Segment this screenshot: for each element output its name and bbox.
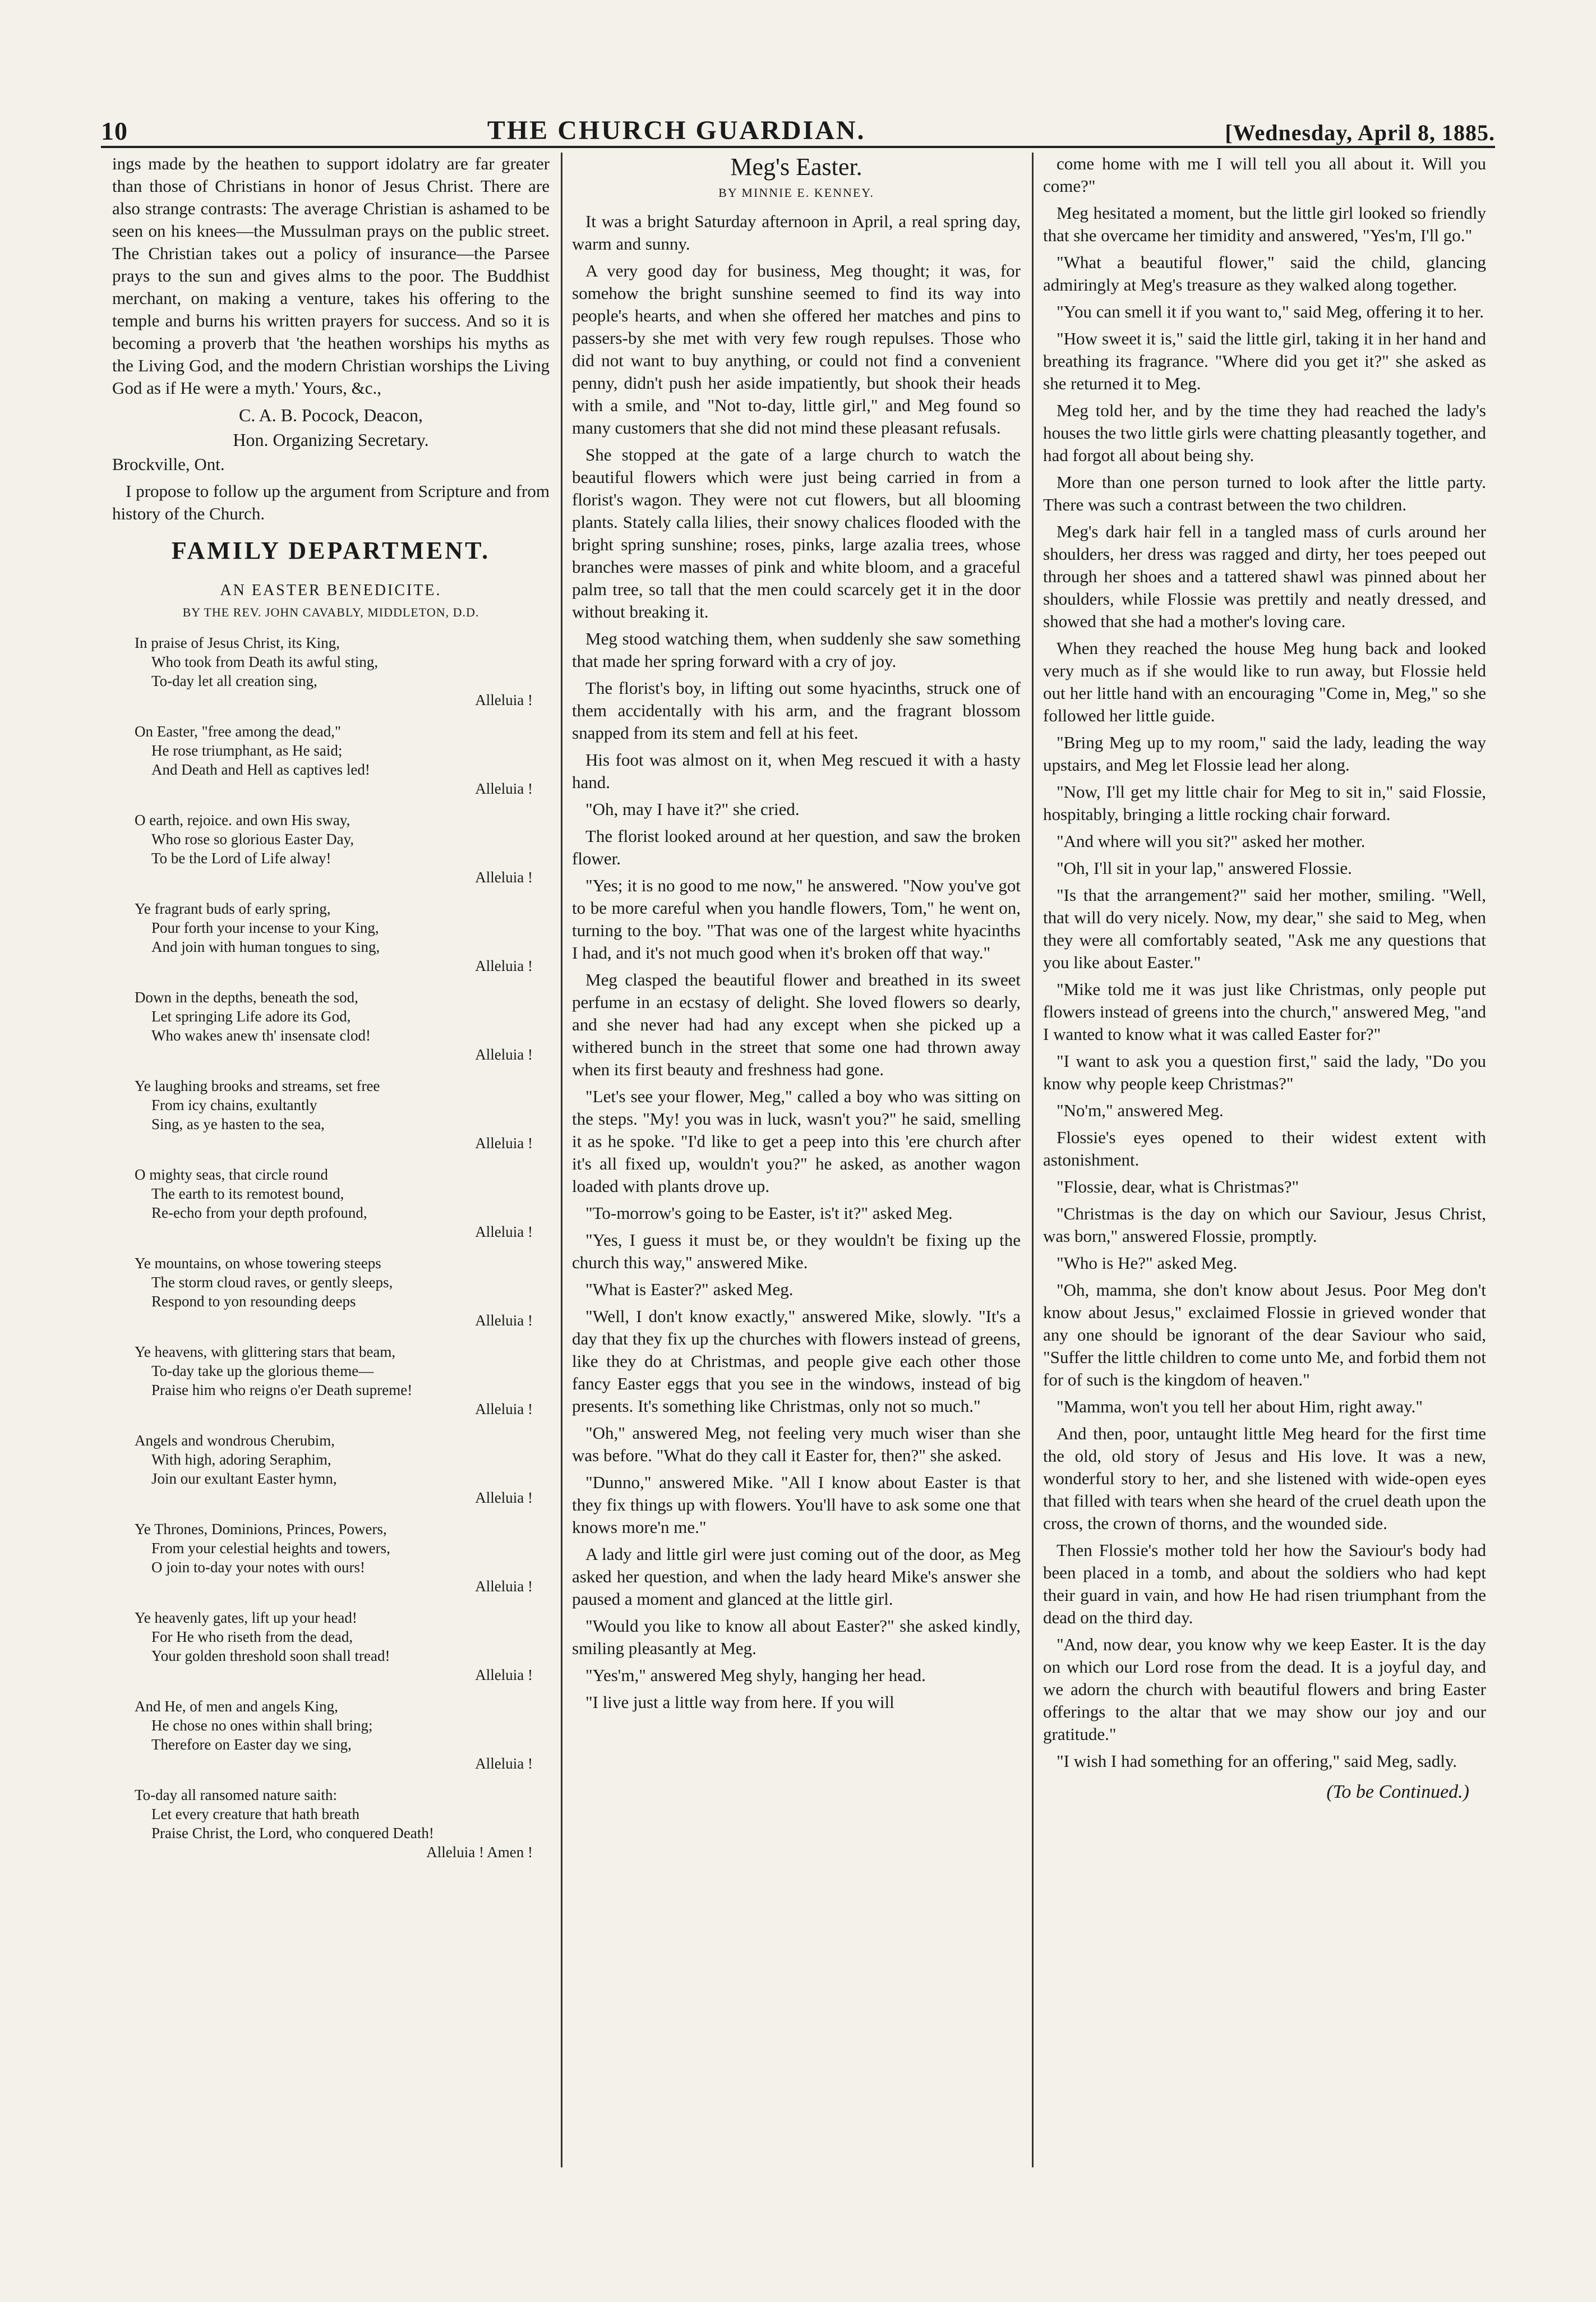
poem-line: Angels and wondrous Cherubim, <box>135 1432 335 1449</box>
poem <box>112 633 550 1862</box>
story-paragraph: Then Flossie's mother told her how the Saviour's body had been placed in a tomb, and about the soldiers who had kept their guard in vain, and how He had risen triumphant from the dead on the third day. <box>1043 1540 1486 1627</box>
department-heading: FAMILY DEPARTMENT. <box>171 537 491 564</box>
poem-line: Ye heavens, with glittering stars that beam, <box>135 1343 396 1360</box>
story-paragraph: A very good day for business, Meg thought; it was, for somehow the bright sunshine seemed to find its way into people's hearts, and when she offered her matches and pins to passers-by she met with very few rough repulses. Those who did not want to buy anything, or could not find a convenient penny, didn't push her aside impatiently, but shook their heads with a smile, and "Not to-day, little girl," and Meg found so many customers that she did not mind these pleasant refusals. <box>572 261 1021 438</box>
poem-stanza <box>112 899 550 975</box>
story-paragraph: More than one person turned to look after the little party. There was such a contrast between the two children. <box>1043 472 1486 514</box>
poem-line: To be the Lord of Life alway! <box>151 850 331 867</box>
poem-line: O earth, rejoice. and own His sway, <box>135 812 350 828</box>
column-rule <box>1032 153 1034 2167</box>
signature-name: C. A. B. Pocock, Deacon, <box>239 405 423 425</box>
story-paragraph: "I live just a little way from here. If you will <box>585 1692 894 1712</box>
poem-line: Ye heavenly gates, lift up your head! <box>135 1609 357 1626</box>
story-paragraph: "You can smell it if you want to," said Meg, offering it to her. <box>1057 302 1484 321</box>
story-paragraph: "Yes, I guess it must be, or they wouldn't be fixing up the church this way," answered Mike. <box>572 1230 1021 1272</box>
poem-stanza <box>112 1520 550 1596</box>
story-paragraph: "And where will you sit?" asked her mother. <box>1057 831 1366 851</box>
poem-line: Who took from Death its awful sting, <box>151 653 379 670</box>
poem-line: The storm cloud raves, or gently sleeps, <box>151 1274 393 1291</box>
poem-refrain: Alleluia ! Amen ! <box>426 1844 533 1861</box>
poem-stanza <box>112 1431 550 1507</box>
story-paragraph: "How sweet it is," said the little girl, taking it in her hand and breathing its fragrance. "Where did you get it?" she asked as she returned it to Meg. <box>1043 329 1486 393</box>
poem-line: In praise of Jesus Christ, its King, <box>135 634 340 651</box>
poem-stanza <box>112 1342 550 1419</box>
story-paragraph: "Oh, may I have it?" she cried. <box>585 799 800 819</box>
poem-stanza <box>112 988 550 1064</box>
poem-line: Ye mountains, on whose towering steeps <box>135 1255 381 1272</box>
story-paragraph: "Is that the arrangement?" said her mother, smiling. "Well, that will do very nicely. Now, my dear," she said to Meg, when they were all comfortably seated, "Ask me any questions that you like about Easter." <box>1043 885 1486 972</box>
story-paragraph: Meg stood watching them, when suddenly she saw something that made her spring forward with a cry of joy. <box>572 629 1021 671</box>
story-paragraph: Meg told her, and by the time they had reached the lady's houses the two little girls were chatting pleasantly together, and had forgot all about being shy. <box>1043 400 1486 465</box>
poem-refrain: Alleluia ! <box>475 692 533 708</box>
story-paragraph: "Who is He?" asked Meg. <box>1057 1253 1238 1273</box>
story-paragraph: She stopped at the gate of a large church to watch the beautiful flowers which were just being carried in from a florist's wagon. They were not cut flowers, but all blooming plants. Stately calla lilies, their snowy chalices flooded with the bright spring sunshine; roses, pinks, large azalia trees, whose branches were masses of pink and white bloom, and a graceful palm tree, so tall that the men could scarcely get it in the door without breaking it. <box>572 445 1021 621</box>
story-byline: BY MINNIE E. KENNEY. <box>718 186 874 200</box>
story-paragraph: "Yes; it is no good to me now," he answered. "Now you've got to be more careful when you handle flowers, Tom," he went on, turning to the boy. "That was one of the largest white hyacinths I had, and it's not much good when it's broken off that way." <box>572 876 1021 963</box>
poem-line: The earth to its remotest bound, <box>151 1185 344 1202</box>
poem-line: From icy chains, exultantly <box>151 1097 317 1113</box>
poem-refrain: Alleluia ! <box>475 1666 533 1683</box>
poem-line: For He who riseth from the dead, <box>151 1628 353 1645</box>
signature-title: Hon. Organizing Secretary. <box>233 430 429 450</box>
poem-refrain: Alleluia ! <box>475 1046 533 1063</box>
poem-stanza <box>112 1165 550 1241</box>
story-paragraph: "Oh, mamma, she don't know about Jesus. Poor Meg don't know about Jesus," exclaimed Flossie in grieved wonder that any one should be ignorant of the dear Saviour who said, "Suffer the little children to come unto Me, and forbid them not for of such is the kingdom of heaven." <box>1043 1280 1486 1389</box>
to-be-continued: (To be Continued.) <box>1326 1781 1469 1802</box>
poem-line: To-day take up the glorious theme— <box>151 1362 374 1379</box>
story-paragraph: "Christmas is the day on which our Saviour, Jesus Christ, was born," answered Flossie, promptly. <box>1043 1204 1486 1246</box>
story-body <box>572 210 1021 1714</box>
poem-line: Re-echo from your depth profound, <box>151 1204 367 1221</box>
story-paragraph: "What a beautiful flower," said the child, glancing admiringly at Meg's treasure as they walked along together. <box>1043 252 1486 294</box>
poem-refrain: Alleluia ! <box>475 1223 533 1240</box>
poem-stanza <box>112 722 550 798</box>
story-paragraph: Flossie's eyes opened to their widest extent with astonishment. <box>1043 1127 1486 1170</box>
story-title: Meg's Easter. <box>730 153 862 181</box>
page-number: 10 <box>101 117 128 145</box>
poem-title: AN EASTER BENEDICITE. <box>220 582 442 599</box>
column-right <box>1043 153 1486 2167</box>
poem-line: Let every creature that hath breath <box>151 1806 360 1822</box>
column-middle <box>572 153 1021 2167</box>
poem-line: Join our exultant Easter hymn, <box>151 1470 337 1487</box>
poem-line: Ye laughing brooks and streams, set free <box>135 1078 380 1094</box>
poem-stanza <box>112 1076 550 1153</box>
story-paragraph: And then, poor, untaught little Meg heard for the first time the old, old story of Jesus and His love. It was a new, wonderful story to her, and she listened with wide-open eyes that filled with tears when she heard of the cruel death upon the cross, the crown of thorns, and the wounded side. <box>1043 1424 1486 1533</box>
story-paragraph: "Would you like to know all about Easter?" she asked kindly, smiling pleasantly at Meg. <box>572 1616 1021 1658</box>
poem-line: Ye fragrant buds of early spring, <box>135 900 331 917</box>
story-paragraph: "No'm," answered Meg. <box>1057 1101 1224 1120</box>
poem-refrain: Alleluia ! <box>475 1578 533 1595</box>
story-paragraph: The florist's boy, in lifting out some hyacinths, struck one of them accidentally with his arm, and the fragrant blossom snapped from its stem and fell at his feet. <box>572 678 1021 743</box>
poem-line: To-day all ransomed nature saith: <box>135 1787 337 1803</box>
story-paragraph: "I want to ask you a question first," said the lady, "Do you know why people keep Christmas?" <box>1043 1051 1486 1093</box>
story-paragraph: The florist looked around at her question, and saw the broken flower. <box>572 826 1021 868</box>
poem-line: O mighty seas, that circle round <box>135 1166 328 1183</box>
story-body-continued <box>1043 153 1486 1772</box>
poem-line: On Easter, "free among the dead," <box>135 723 342 740</box>
signature-place: Brockville, Ont. <box>112 454 225 474</box>
story-paragraph: "Mike told me it was just like Christmas, only people put flowers instead of greens into the church," answered Meg, "and I wanted to know what it was called Easter for?" <box>1043 979 1486 1044</box>
story-paragraph: A lady and little girl were just coming out of the door, as Meg asked her question, and when the lady heard Mike's answer she paused a moment and glanced at the little girl. <box>572 1544 1021 1609</box>
poem-line: Therefore on Easter day we sing, <box>151 1736 352 1753</box>
poem-refrain: Alleluia ! <box>475 1401 533 1417</box>
story-paragraph: Meg's dark hair fell in a tangled mass of curls around her shoulders, her dress was ragged and dirty, her toes peeped out through her shoes and a tattered shawl was pinned about her shoulders, while Flossie was prettily and neatly dressed, and showed that she had a mother's loving care. <box>1043 522 1486 631</box>
issue-date: [Wednesday, April 8, 1885. <box>1225 120 1495 145</box>
poem-line: Let springing Life adore its God, <box>151 1008 351 1025</box>
story-paragraph: "Let's see your flower, Meg," called a boy who was sitting on the steps. "My! you was in luck, wasn't you?" he said, smelling it as he spoke. "I'd like to get a peep into this 'ere church after it's all fixed up, wouldn't you?" he asked, as another wagon loaded with plants drove up. <box>572 1086 1021 1196</box>
poem-line: Praise Christ, the Lord, who conquered Death! <box>151 1825 434 1841</box>
letter-paragraph: ings made by the heathen to support idolatry are far greater than those of Christians in honor of Jesus Christ. There are also strange contrasts: The average Christian is ashamed to be seen on his knees—the Mussulman prays on the public street. The Christian takes out a policy of insurance—the Parsee prays to the sun and gives alms to the poor. The Buddhist merchant, on making a venture, takes his offering to the temple and burns his written prayers for success. And so it is becoming a proverb that 'the heathen worships his myths as the Living God, and the modern Christian worships the Living God as if He were a myth.' Yours, &c., <box>112 154 550 398</box>
poem-stanza <box>112 1608 550 1684</box>
poem-line: Sing, as ye hasten to the sea, <box>151 1116 325 1132</box>
story-paragraph: "And, now dear, you know why we keep Easter. It is the day on which our Lord rose from the dead. It is a joyful day, and we adorn the church with beautiful flowers and bring Easter offerings to the altar that we may show our joy and our gratitude." <box>1043 1635 1486 1744</box>
story-paragraph: It was a bright Saturday afternoon in April, a real spring day, warm and sunny. <box>572 211 1021 254</box>
poem-refrain: Alleluia ! <box>475 957 533 974</box>
poem-line: From your celestial heights and towers, <box>151 1540 390 1557</box>
poem-line: He chose no ones within shall bring; <box>151 1717 373 1734</box>
story-paragraph: "To-morrow's going to be Easter, is't it?" asked Meg. <box>585 1203 953 1223</box>
story-paragraph: "Mamma, won't you tell her about Him, right away." <box>1057 1397 1423 1416</box>
poem-line: Down in the depths, beneath the sod, <box>135 989 358 1006</box>
story-paragraph: "Oh, I'll sit in your lap," answered Flossie. <box>1057 858 1352 878</box>
poem-line: He rose triumphant, as He said; <box>151 742 343 759</box>
story-paragraph: "Flossie, dear, what is Christmas?" <box>1057 1177 1299 1196</box>
poem-refrain: Alleluia ! <box>475 1489 533 1506</box>
poem-line: O join to-day your notes with ours! <box>151 1559 365 1576</box>
story-paragraph: "Oh," answered Meg, not feeling very much wiser than she was before. "What do they call it Easter for, then?" she asked. <box>572 1423 1021 1465</box>
story-paragraph: "Bring Meg up to my room," said the lady, leading the way upstairs, and Meg let Flossie lead her along. <box>1043 733 1486 775</box>
story-paragraph: Meg clasped the beautiful flower and breathed in its sweet perfume in an ecstasy of delight. She loved flowers so dearly, and she never had had any except when she picked up a withered bunch in the street that some one had thrown away when its first beauty and freshness had gone. <box>572 970 1021 1079</box>
poem-refrain: Alleluia ! <box>475 780 533 797</box>
poem-line: Praise him who reigns o'er Death supreme! <box>151 1382 413 1398</box>
poem-stanza <box>112 1254 550 1330</box>
poem-line: To-day let all creation sing, <box>151 673 317 689</box>
poem-refrain: Alleluia ! <box>475 1135 533 1152</box>
story-paragraph: "Yes'm," answered Meg shyly, hanging her head. <box>585 1665 926 1685</box>
closing-paragraph: I propose to follow up the argument from Scripture and from history of the Church. <box>112 481 550 523</box>
column-rule <box>561 153 562 2167</box>
poem-stanza <box>112 633 550 710</box>
poem-refrain: Alleluia ! <box>475 1755 533 1772</box>
poem-line: With high, adoring Seraphim, <box>151 1451 331 1468</box>
column-left <box>112 153 550 2167</box>
poem-line: Ye Thrones, Dominions, Princes, Powers, <box>135 1521 387 1537</box>
story-paragraph: Meg hesitated a moment, but the little girl looked so friendly that she overcame her timidity and answered, "Yes'm, I'll go." <box>1043 203 1486 245</box>
poem-line: And Death and Hell as captives led! <box>151 761 370 778</box>
poem-line: Who rose so glorious Easter Day, <box>151 831 354 848</box>
poem-line: Your golden threshold soon shall tread! <box>151 1647 390 1664</box>
poem-refrain: Alleluia ! <box>475 869 533 886</box>
poem-line: Pour forth your incense to your King, <box>151 919 379 936</box>
newspaper-title: THE CHURCH GUARDIAN. <box>487 116 866 145</box>
story-paragraph: His foot was almost on it, when Meg rescued it with a hasty hand. <box>572 750 1021 792</box>
story-paragraph: "Well, I don't know exactly," answered Mike, slowly. "It's a day that they fix up the churches with flowers instead of greens, like they do at Christmas, and people give each other those fancy Easter eggs that you see in the windows, instead of big presents. It's something like Christmas, only not so much." <box>572 1306 1021 1416</box>
poem-line: And join with human tongues to sing, <box>151 938 380 955</box>
masthead <box>101 112 1495 148</box>
poem-stanza <box>112 1697 550 1773</box>
poem-stanza <box>112 1785 550 1862</box>
poem-line: And He, of men and angels King, <box>135 1698 338 1715</box>
story-paragraph: "I wish I had something for an offering," said Meg, sadly. <box>1057 1751 1457 1771</box>
poem-stanza <box>112 811 550 887</box>
poem-line: Who wakes anew th' insensate clod! <box>151 1027 371 1044</box>
story-paragraph: "Dunno," answered Mike. "All I know about Easter is that they fix things up with flowers. You'll have to ask some one that knows more'n me." <box>572 1472 1021 1537</box>
poem-refrain: Alleluia ! <box>475 1312 533 1329</box>
poem-line: Respond to yon resounding deeps <box>151 1293 356 1310</box>
story-paragraph: come home with me I will tell you all about it. Will you come?" <box>1043 154 1486 196</box>
story-paragraph: "What is Easter?" asked Meg. <box>585 1279 794 1299</box>
poem-byline: BY THE REV. JOHN CAVABLY, MIDDLETON, D.D. <box>182 605 479 619</box>
story-paragraph: When they reached the house Meg hung back and looked very much as if she would like to run away, but Flossie held out her little hand with an encouraging "Come in, Meg," so she followed her little guide. <box>1043 638 1486 725</box>
story-paragraph: "Now, I'll get my little chair for Meg to sit in," said Flossie, hospitably, bringing a little rocking chair forward. <box>1043 782 1486 824</box>
